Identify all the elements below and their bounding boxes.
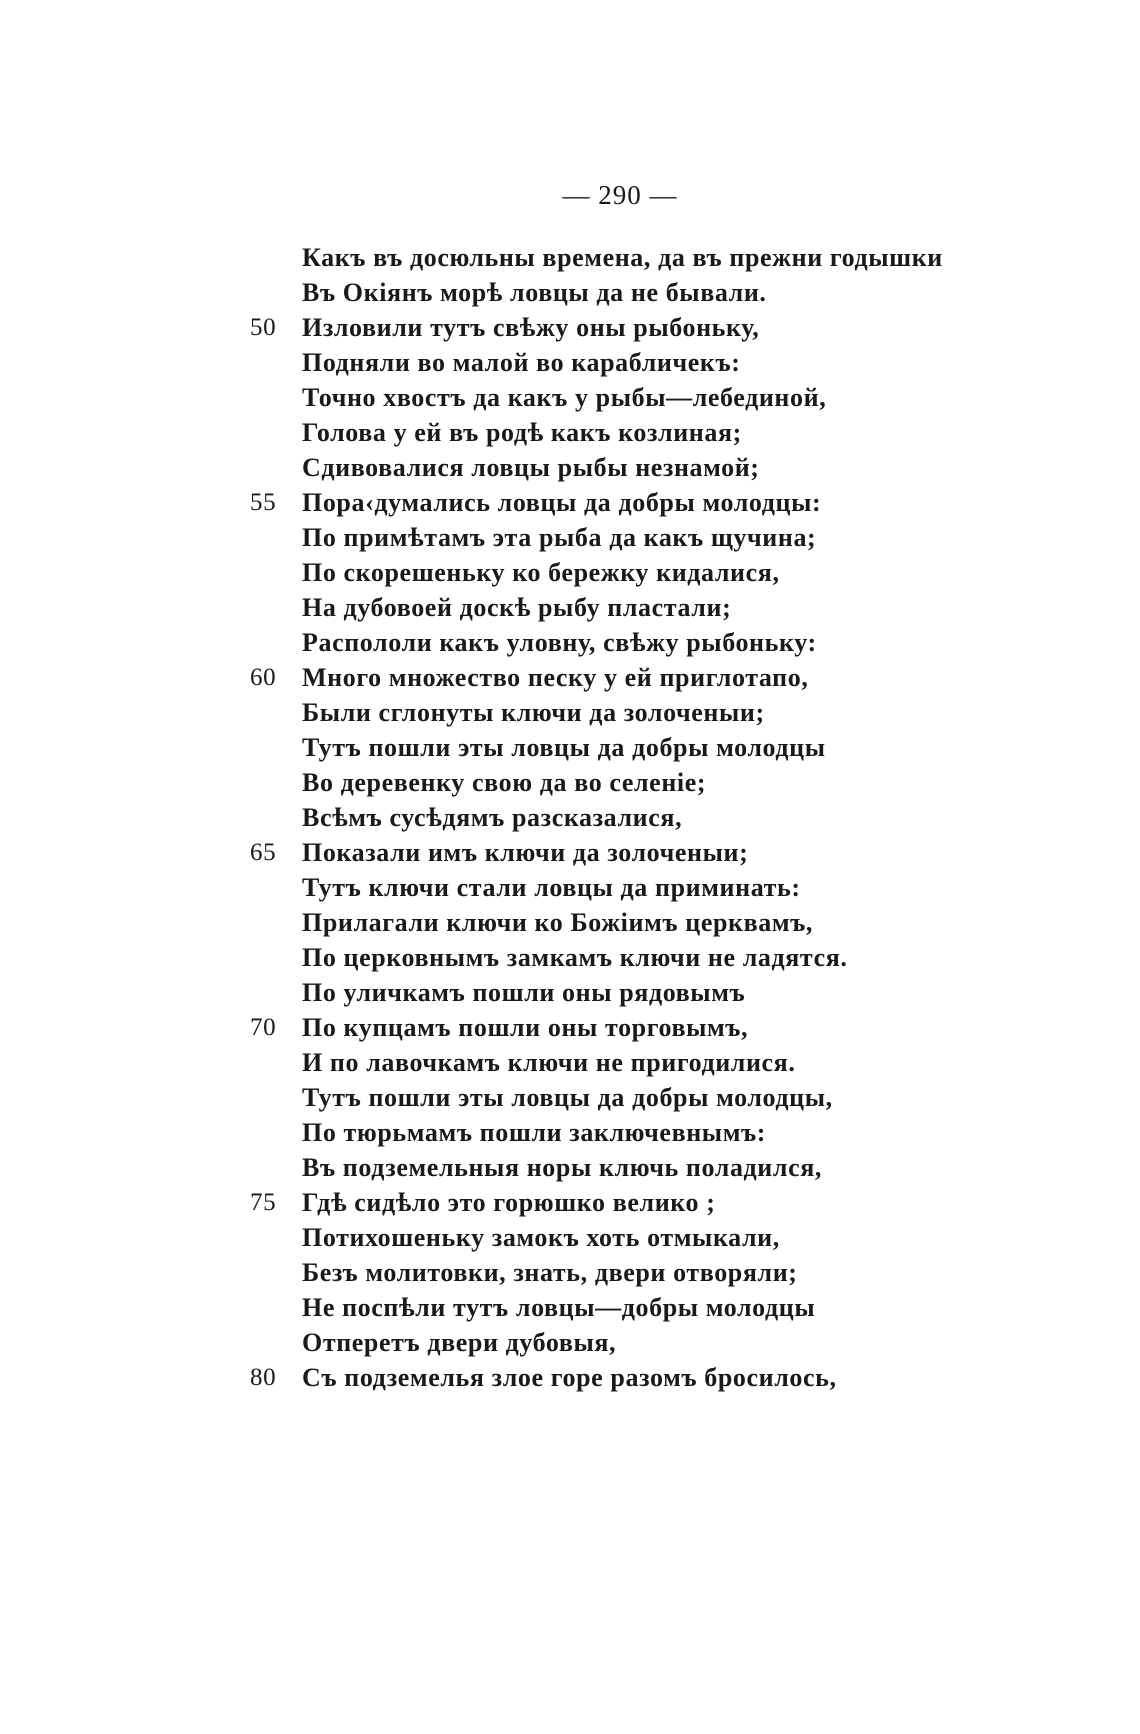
line-text: Тутъ пошли эты ловцы да добры молодцы, <box>302 1083 833 1112</box>
verse-line <box>250 485 970 520</box>
line-text: Всѣмъ сусѣдямъ разсказалися, <box>302 803 683 832</box>
line-text: Не поспѣли тутъ ловцы—добры молодцы <box>302 1293 816 1322</box>
verse-line <box>250 520 970 555</box>
line-text: Въ подземельныя норы ключь поладился, <box>302 1153 822 1182</box>
verse-line <box>250 345 970 380</box>
verse-line <box>250 555 970 590</box>
line-text: Во деревенку свою да во селеніе; <box>302 768 707 797</box>
line-text: По церковнымъ замкамъ ключи не ладятся. <box>302 943 848 972</box>
verse-line <box>250 660 970 695</box>
verse-line <box>250 835 970 870</box>
line-text: По тюрьмамъ пошли заключевнымъ: <box>302 1118 767 1147</box>
line-text: Пора‹думались ловцы да добры молодцы: <box>302 488 822 517</box>
line-text: Были сглонуты ключи да золоченыи; <box>302 698 765 727</box>
verse-line <box>250 1185 970 1220</box>
verse-line <box>250 1255 970 1290</box>
verse-line <box>250 450 970 485</box>
line-text: Изловили тутъ свѣжу оны рыбоньку, <box>302 313 760 342</box>
line-text: По уличкамъ пошли оны рядовымъ <box>302 978 746 1007</box>
line-text: Показали имъ ключи да золоченыи; <box>302 838 749 867</box>
line-text: Много множество песку у ей приглотапо, <box>302 663 809 692</box>
verse-line <box>250 415 970 450</box>
verse-line <box>250 1150 970 1185</box>
verse-line <box>250 975 970 1010</box>
line-text: И по лавочкамъ ключи не пригодилися. <box>302 1048 796 1077</box>
page-number: — 290 — <box>562 180 678 210</box>
verse-line <box>250 1360 970 1395</box>
verse-line <box>250 870 970 905</box>
verse-line <box>250 590 970 625</box>
verse-line <box>250 1220 970 1255</box>
line-text: Потихошеньку замокъ хоть отмыкали, <box>302 1223 780 1252</box>
line-number: 75 <box>250 1189 277 1216</box>
verse-block <box>250 240 970 1395</box>
verse-line <box>250 1290 970 1325</box>
line-text: Подняли во малой во карабличекъ: <box>302 348 741 377</box>
line-number: 55 <box>250 489 277 516</box>
verse-line <box>250 275 970 310</box>
verse-line <box>250 905 970 940</box>
line-text: Голова у ей въ родѣ какъ козлиная; <box>302 418 742 447</box>
line-text: Отперетъ двери дубовыя, <box>302 1328 617 1357</box>
line-text: По примѣтамъ эта рыба да какъ щучина; <box>302 523 817 552</box>
verse-line <box>250 800 970 835</box>
line-text: Сдивовалися ловцы рыбы незнамой; <box>302 453 760 482</box>
verse-line <box>250 765 970 800</box>
line-text: Какъ въ досюльны времена, да въ прежни годышки <box>302 243 943 272</box>
line-text: Безъ молитовки, знать, двери отворяли; <box>302 1258 798 1287</box>
verse-line <box>250 240 970 275</box>
verse-line <box>250 1325 970 1360</box>
line-text: По скорешеньку ко бережку кидалися, <box>302 558 780 587</box>
line-text: Тутъ пошли эты ловцы да добры молодцы <box>302 733 826 762</box>
verse-line <box>250 1080 970 1115</box>
line-text: По купцамъ пошли оны торговымъ, <box>302 1013 749 1042</box>
verse-line <box>250 940 970 975</box>
line-number: 60 <box>250 664 277 691</box>
line-text: Съ подземелья злое горе разомъ бросилось, <box>302 1363 837 1392</box>
verse-line <box>250 1045 970 1080</box>
line-text: Точно хвостъ да какъ у рыбы—лебединой, <box>302 383 827 412</box>
verse-line <box>250 625 970 660</box>
line-text: На дубовоей доскѣ рыбу пластали; <box>302 593 732 622</box>
line-text: Тутъ ключи стали ловцы да приминать: <box>302 873 801 902</box>
line-number: 80 <box>250 1364 277 1391</box>
line-number: 50 <box>250 314 277 341</box>
line-text: Прилагали ключи ко Божіимъ церквамъ, <box>302 908 814 937</box>
verse-line <box>250 730 970 765</box>
verse-line <box>250 1115 970 1150</box>
line-text: Гдѣ сидѣло это горюшко велико ; <box>302 1188 716 1217</box>
verse-line <box>250 380 970 415</box>
verse-line <box>250 695 970 730</box>
verse-line <box>250 1010 970 1045</box>
line-text: Распололи какъ уловну, свѣжу рыбоньку: <box>302 628 817 657</box>
verse-line <box>250 310 970 345</box>
line-number: 65 <box>250 839 277 866</box>
line-text: Въ Окіянъ морѣ ловцы да не бывали. <box>302 278 767 307</box>
line-number: 70 <box>250 1014 277 1041</box>
